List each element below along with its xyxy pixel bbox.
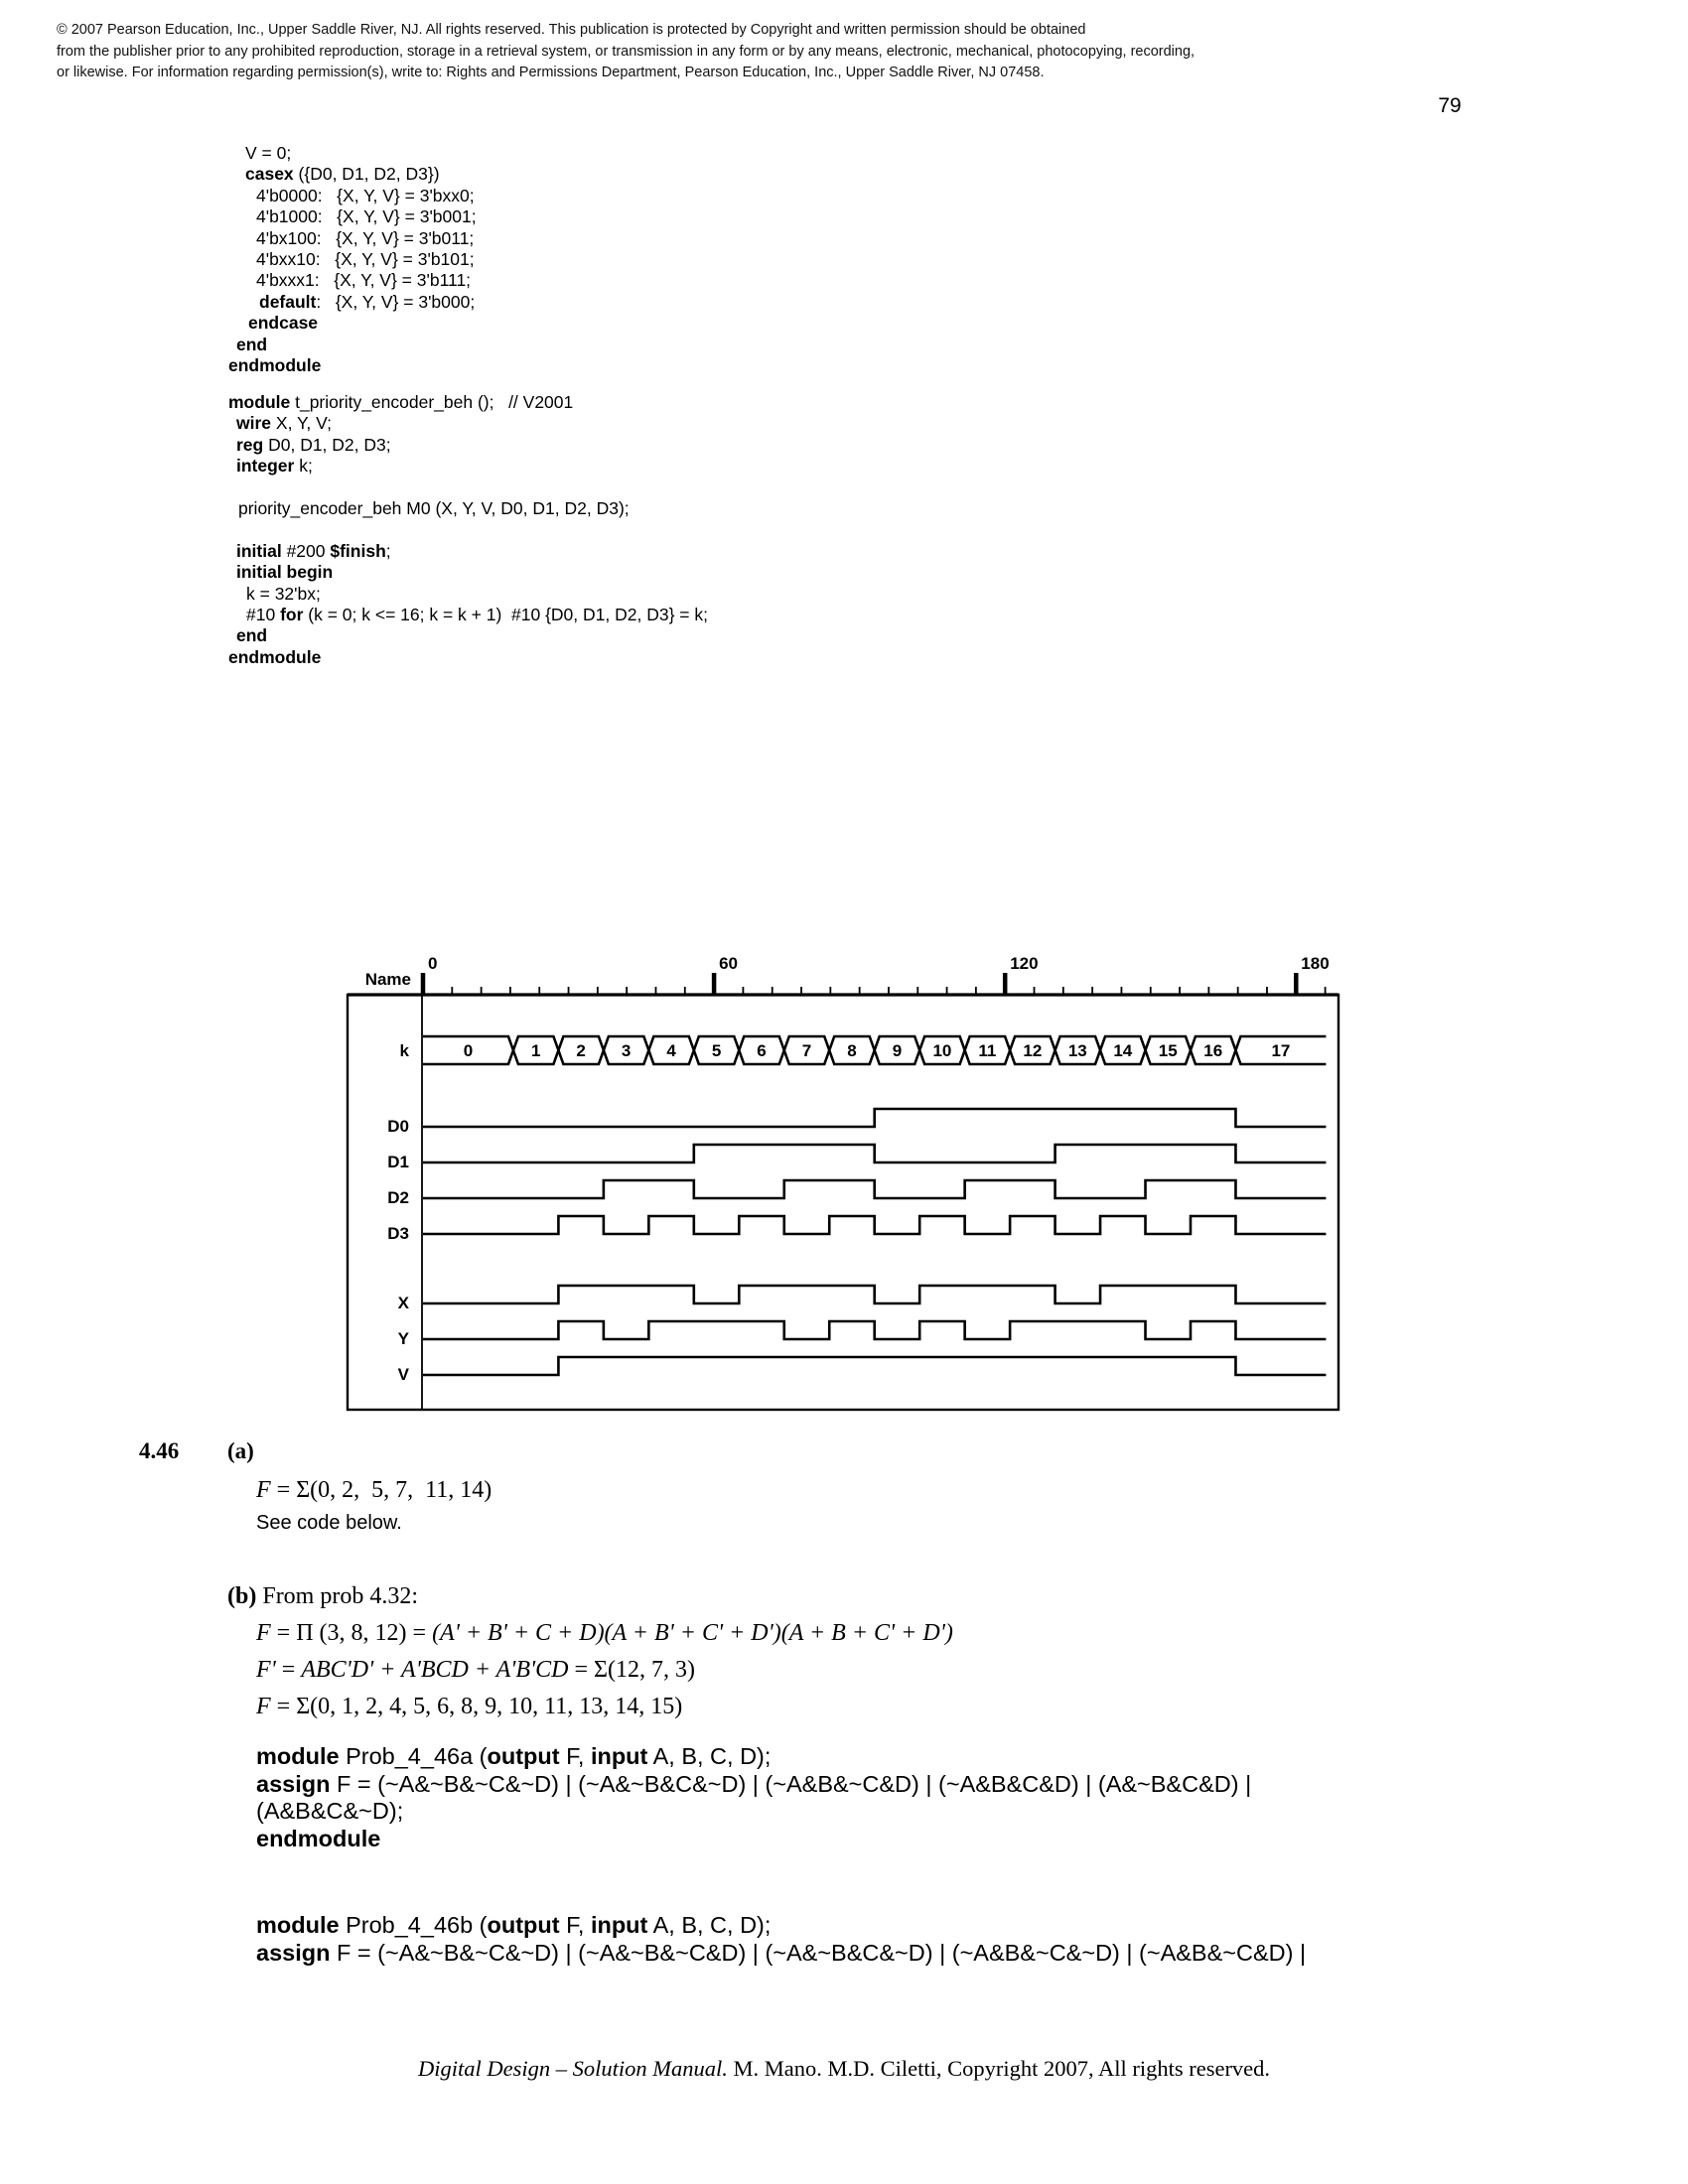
code-line bbox=[228, 435, 708, 456]
code-line bbox=[228, 562, 708, 583]
code-segment: for bbox=[280, 605, 304, 625]
code-line bbox=[256, 1743, 1251, 1771]
tick-label: 120 bbox=[1010, 954, 1039, 973]
name-column-header: Name bbox=[364, 970, 411, 989]
tick-label: 0 bbox=[428, 954, 438, 973]
code-segment: V = 0; bbox=[245, 143, 292, 163]
text-segment: = Σ(0, 2, 5, 7, 11, 14) bbox=[270, 1477, 492, 1503]
code-segment: initial begin bbox=[236, 562, 334, 583]
bus-value: 5 bbox=[711, 1041, 722, 1060]
code-segment: endcase bbox=[248, 313, 319, 334]
code-line bbox=[228, 519, 708, 540]
text-segment: = Π (3, 8, 12) = bbox=[270, 1620, 433, 1646]
code-segment: (k = 0; k <= 16; k = k + 1) #10 {D0, D1, D2, D3} = k; bbox=[303, 605, 708, 625]
bus-value: 4 bbox=[666, 1041, 676, 1060]
bus-value: 13 bbox=[1067, 1041, 1087, 1060]
code-segment: module bbox=[256, 1912, 340, 1938]
part-a-note: See code below. bbox=[256, 1512, 402, 1534]
code-segment: output bbox=[487, 1912, 560, 1938]
code-segment: #200 bbox=[281, 540, 331, 561]
signal-label: V bbox=[397, 1365, 409, 1384]
code-segment: priority_encoder_beh M0 (X, Y, V, D0, D1, D2, D3); bbox=[238, 498, 630, 519]
code-line bbox=[228, 478, 708, 498]
code-line bbox=[228, 541, 708, 562]
code-line bbox=[228, 206, 477, 227]
copyright-line: from the publisher prior to any prohibited reproduction, storage in a retrieval system, or transmission in any form or by any means, electronic, mechanical, photocopying, recording, bbox=[57, 43, 1196, 60]
verilog-casex-block bbox=[228, 143, 477, 376]
code-segment: 4'bx100: {X, Y, V} = 3'b011; bbox=[256, 227, 475, 248]
code-segment: assign bbox=[256, 1770, 331, 1797]
code-line bbox=[256, 1940, 1306, 1968]
problem-number: 4.46 bbox=[139, 1438, 180, 1463]
code-line bbox=[228, 392, 708, 413]
code-segment: 4'bxxx1: {X, Y, V} = 3'b111; bbox=[256, 270, 472, 291]
code-segment: endmodule bbox=[228, 355, 322, 376]
code-segment: default bbox=[259, 291, 317, 312]
copyright-header bbox=[57, 20, 1195, 84]
signal-label: k bbox=[399, 1041, 409, 1060]
code-segment: initial bbox=[236, 540, 282, 561]
signal-label: D3 bbox=[387, 1224, 409, 1243]
code-line bbox=[228, 186, 477, 206]
code-segment: output bbox=[487, 1743, 560, 1769]
code-segment: (A&B&C&~D); bbox=[256, 1798, 404, 1824]
copyright-line: © 2007 Pearson Education, Inc., Upper Saddle River, NJ. All rights reserved. This publication is protected by Copyright and written permission should be obtained bbox=[57, 22, 1086, 38]
bus-value: 16 bbox=[1203, 1041, 1223, 1060]
code-line bbox=[228, 413, 708, 434]
code-line bbox=[256, 1798, 1251, 1826]
text-segment: = Σ(0, 1, 2, 4, 5, 6, 8, 9, 10, 11, 13, 14, 15) bbox=[270, 1694, 683, 1719]
bus-value: 17 bbox=[1271, 1041, 1291, 1060]
signal-trace bbox=[423, 1357, 1326, 1375]
code-segment: Prob_4_46a ( bbox=[339, 1743, 488, 1769]
verilog-testbench-block bbox=[228, 392, 708, 668]
code-line bbox=[228, 335, 477, 355]
code-segment: module bbox=[228, 392, 291, 412]
code-segment: 4'bxx10: {X, Y, V} = 3'b101; bbox=[256, 249, 475, 270]
code-segment: wire bbox=[236, 413, 272, 434]
bus-value: 14 bbox=[1113, 1041, 1133, 1060]
code-segment: 4'b1000: {X, Y, V} = 3'b001; bbox=[256, 206, 477, 227]
code-segment: F = (~A&~B&~C&~D) | (~A&~B&~C&D) | (~A&~B&C&~D) | (~A&B&~C&~D) | (~A&B&~C&D) | bbox=[330, 1939, 1307, 1966]
code-segment: t_priority_encoder_beh (); // V2001 bbox=[290, 392, 574, 412]
bus-value: 7 bbox=[801, 1041, 812, 1060]
bus-value: 8 bbox=[847, 1041, 857, 1060]
equation-minterms bbox=[256, 1694, 682, 1720]
code-segment: A, B, C, D); bbox=[647, 1912, 772, 1938]
code-segment: k = 32'bx; bbox=[246, 583, 321, 604]
bus-value: 3 bbox=[621, 1041, 632, 1060]
signal-label: X bbox=[397, 1294, 409, 1312]
signal-trace bbox=[423, 1109, 1326, 1127]
equation-complement bbox=[256, 1657, 695, 1684]
code-segment: casex bbox=[245, 164, 294, 185]
copyright-line: or likewise. For information regarding permission(s), write to: Rights and Permissions Department, Pearson Education, Inc., Upper Saddle River, NJ 07458. bbox=[57, 65, 1045, 80]
text-segment: (A' + B' + C + D)(A + B' + C' + D')(A + B + C' + D') bbox=[432, 1620, 953, 1646]
text-segment: M. Mano. M.D. Ciletti, Copyright 2007, All rights reserved. bbox=[727, 2056, 1271, 2081]
signal-trace bbox=[423, 1216, 1326, 1234]
bus-value: 9 bbox=[892, 1041, 903, 1060]
code-line bbox=[228, 498, 708, 519]
code-line bbox=[228, 292, 477, 313]
code-line bbox=[228, 355, 477, 376]
bus-value: 11 bbox=[978, 1041, 997, 1060]
code-segment: module bbox=[256, 1743, 340, 1769]
code-segment: : {X, Y, V} = 3'b000; bbox=[316, 291, 476, 312]
code-line bbox=[228, 143, 477, 164]
tick-label: 180 bbox=[1301, 954, 1330, 973]
verilog-prob446a-block bbox=[256, 1743, 1251, 1852]
code-segment: X, Y, V; bbox=[271, 413, 332, 434]
code-segment: input bbox=[590, 1743, 648, 1769]
waveform-frame bbox=[348, 995, 1338, 1410]
code-segment: $finish bbox=[330, 540, 386, 561]
part-b-intro bbox=[227, 1583, 418, 1610]
signal-label: Y bbox=[397, 1329, 409, 1348]
code-segment: F = (~A&~B&~C&~D) | (~A&~B&C&~D) | (~A&B&~C&D) | (~A&B&C&D) | (A&~B&C&D) | bbox=[330, 1770, 1252, 1797]
part-a-label: (a) bbox=[227, 1438, 254, 1463]
code-segment: endmodule bbox=[228, 646, 322, 667]
code-segment: F, bbox=[559, 1912, 591, 1938]
bus-value: 12 bbox=[1023, 1041, 1043, 1060]
code-line bbox=[228, 456, 708, 477]
code-segment: reg bbox=[236, 434, 264, 455]
text-segment: (b) bbox=[227, 1583, 257, 1609]
code-segment: 4'b0000: {X, Y, V} = 3'bxx0; bbox=[256, 185, 475, 205]
text-segment: ABC'D' + A'BCD + A'B'CD bbox=[301, 1657, 569, 1683]
equation-maxterms bbox=[256, 1620, 953, 1647]
code-line bbox=[228, 270, 477, 291]
text-segment: F' bbox=[256, 1657, 276, 1683]
code-line bbox=[228, 584, 708, 605]
code-segment: end bbox=[236, 625, 268, 646]
part-a-equation bbox=[256, 1477, 492, 1504]
bus-value: 6 bbox=[757, 1041, 767, 1060]
code-line bbox=[228, 249, 477, 270]
text-segment: F bbox=[256, 1477, 271, 1503]
text-segment: From prob 4.32: bbox=[256, 1583, 419, 1609]
code-segment: end bbox=[236, 334, 268, 354]
text-segment: F bbox=[256, 1620, 271, 1646]
text-segment: = Σ(12, 7, 3) bbox=[568, 1657, 696, 1683]
signal-trace bbox=[423, 1180, 1326, 1198]
signal-label: D2 bbox=[387, 1188, 409, 1207]
code-line bbox=[256, 1912, 1306, 1940]
code-segment: F, bbox=[559, 1743, 591, 1769]
verilog-prob446b-block bbox=[256, 1912, 1306, 1967]
code-segment: A, B, C, D); bbox=[647, 1743, 772, 1769]
signal-trace bbox=[423, 1321, 1326, 1339]
timing-diagram bbox=[338, 943, 1350, 1420]
code-segment: #10 bbox=[246, 605, 281, 625]
code-line bbox=[228, 164, 477, 185]
text-segment: F bbox=[256, 1694, 271, 1719]
code-segment: ({D0, D1, D2, D3}) bbox=[293, 164, 440, 185]
text-segment: Digital Design – Solution Manual. bbox=[417, 2056, 728, 2081]
code-line bbox=[228, 313, 477, 334]
code-segment: D0, D1, D2, D3; bbox=[263, 434, 391, 455]
code-line bbox=[256, 1826, 1251, 1853]
bus-value: 0 bbox=[463, 1041, 474, 1060]
tick-label: 60 bbox=[719, 954, 739, 973]
code-segment: Prob_4_46b ( bbox=[339, 1912, 488, 1938]
signal-label: D0 bbox=[387, 1117, 409, 1136]
code-line bbox=[256, 1771, 1251, 1799]
bus-value: 15 bbox=[1158, 1041, 1178, 1060]
code-segment: input bbox=[590, 1912, 648, 1938]
page-number: 79 bbox=[1438, 94, 1462, 117]
code-segment: ; bbox=[385, 540, 391, 561]
code-segment: assign bbox=[256, 1939, 331, 1966]
bus-value: 1 bbox=[530, 1041, 541, 1060]
code-line bbox=[228, 647, 708, 668]
bus-value: 10 bbox=[932, 1041, 952, 1060]
code-segment: k; bbox=[294, 456, 313, 477]
signal-trace bbox=[423, 1286, 1326, 1303]
code-line bbox=[228, 625, 708, 646]
signal-trace bbox=[423, 1145, 1326, 1162]
bus-value: 2 bbox=[576, 1041, 586, 1060]
code-segment: endmodule bbox=[256, 1825, 381, 1851]
code-line bbox=[228, 605, 708, 625]
footer bbox=[0, 2056, 1688, 2082]
text-segment: = bbox=[275, 1657, 302, 1683]
signal-label: D1 bbox=[387, 1153, 409, 1171]
code-segment: integer bbox=[236, 456, 295, 477]
code-line bbox=[228, 228, 477, 249]
